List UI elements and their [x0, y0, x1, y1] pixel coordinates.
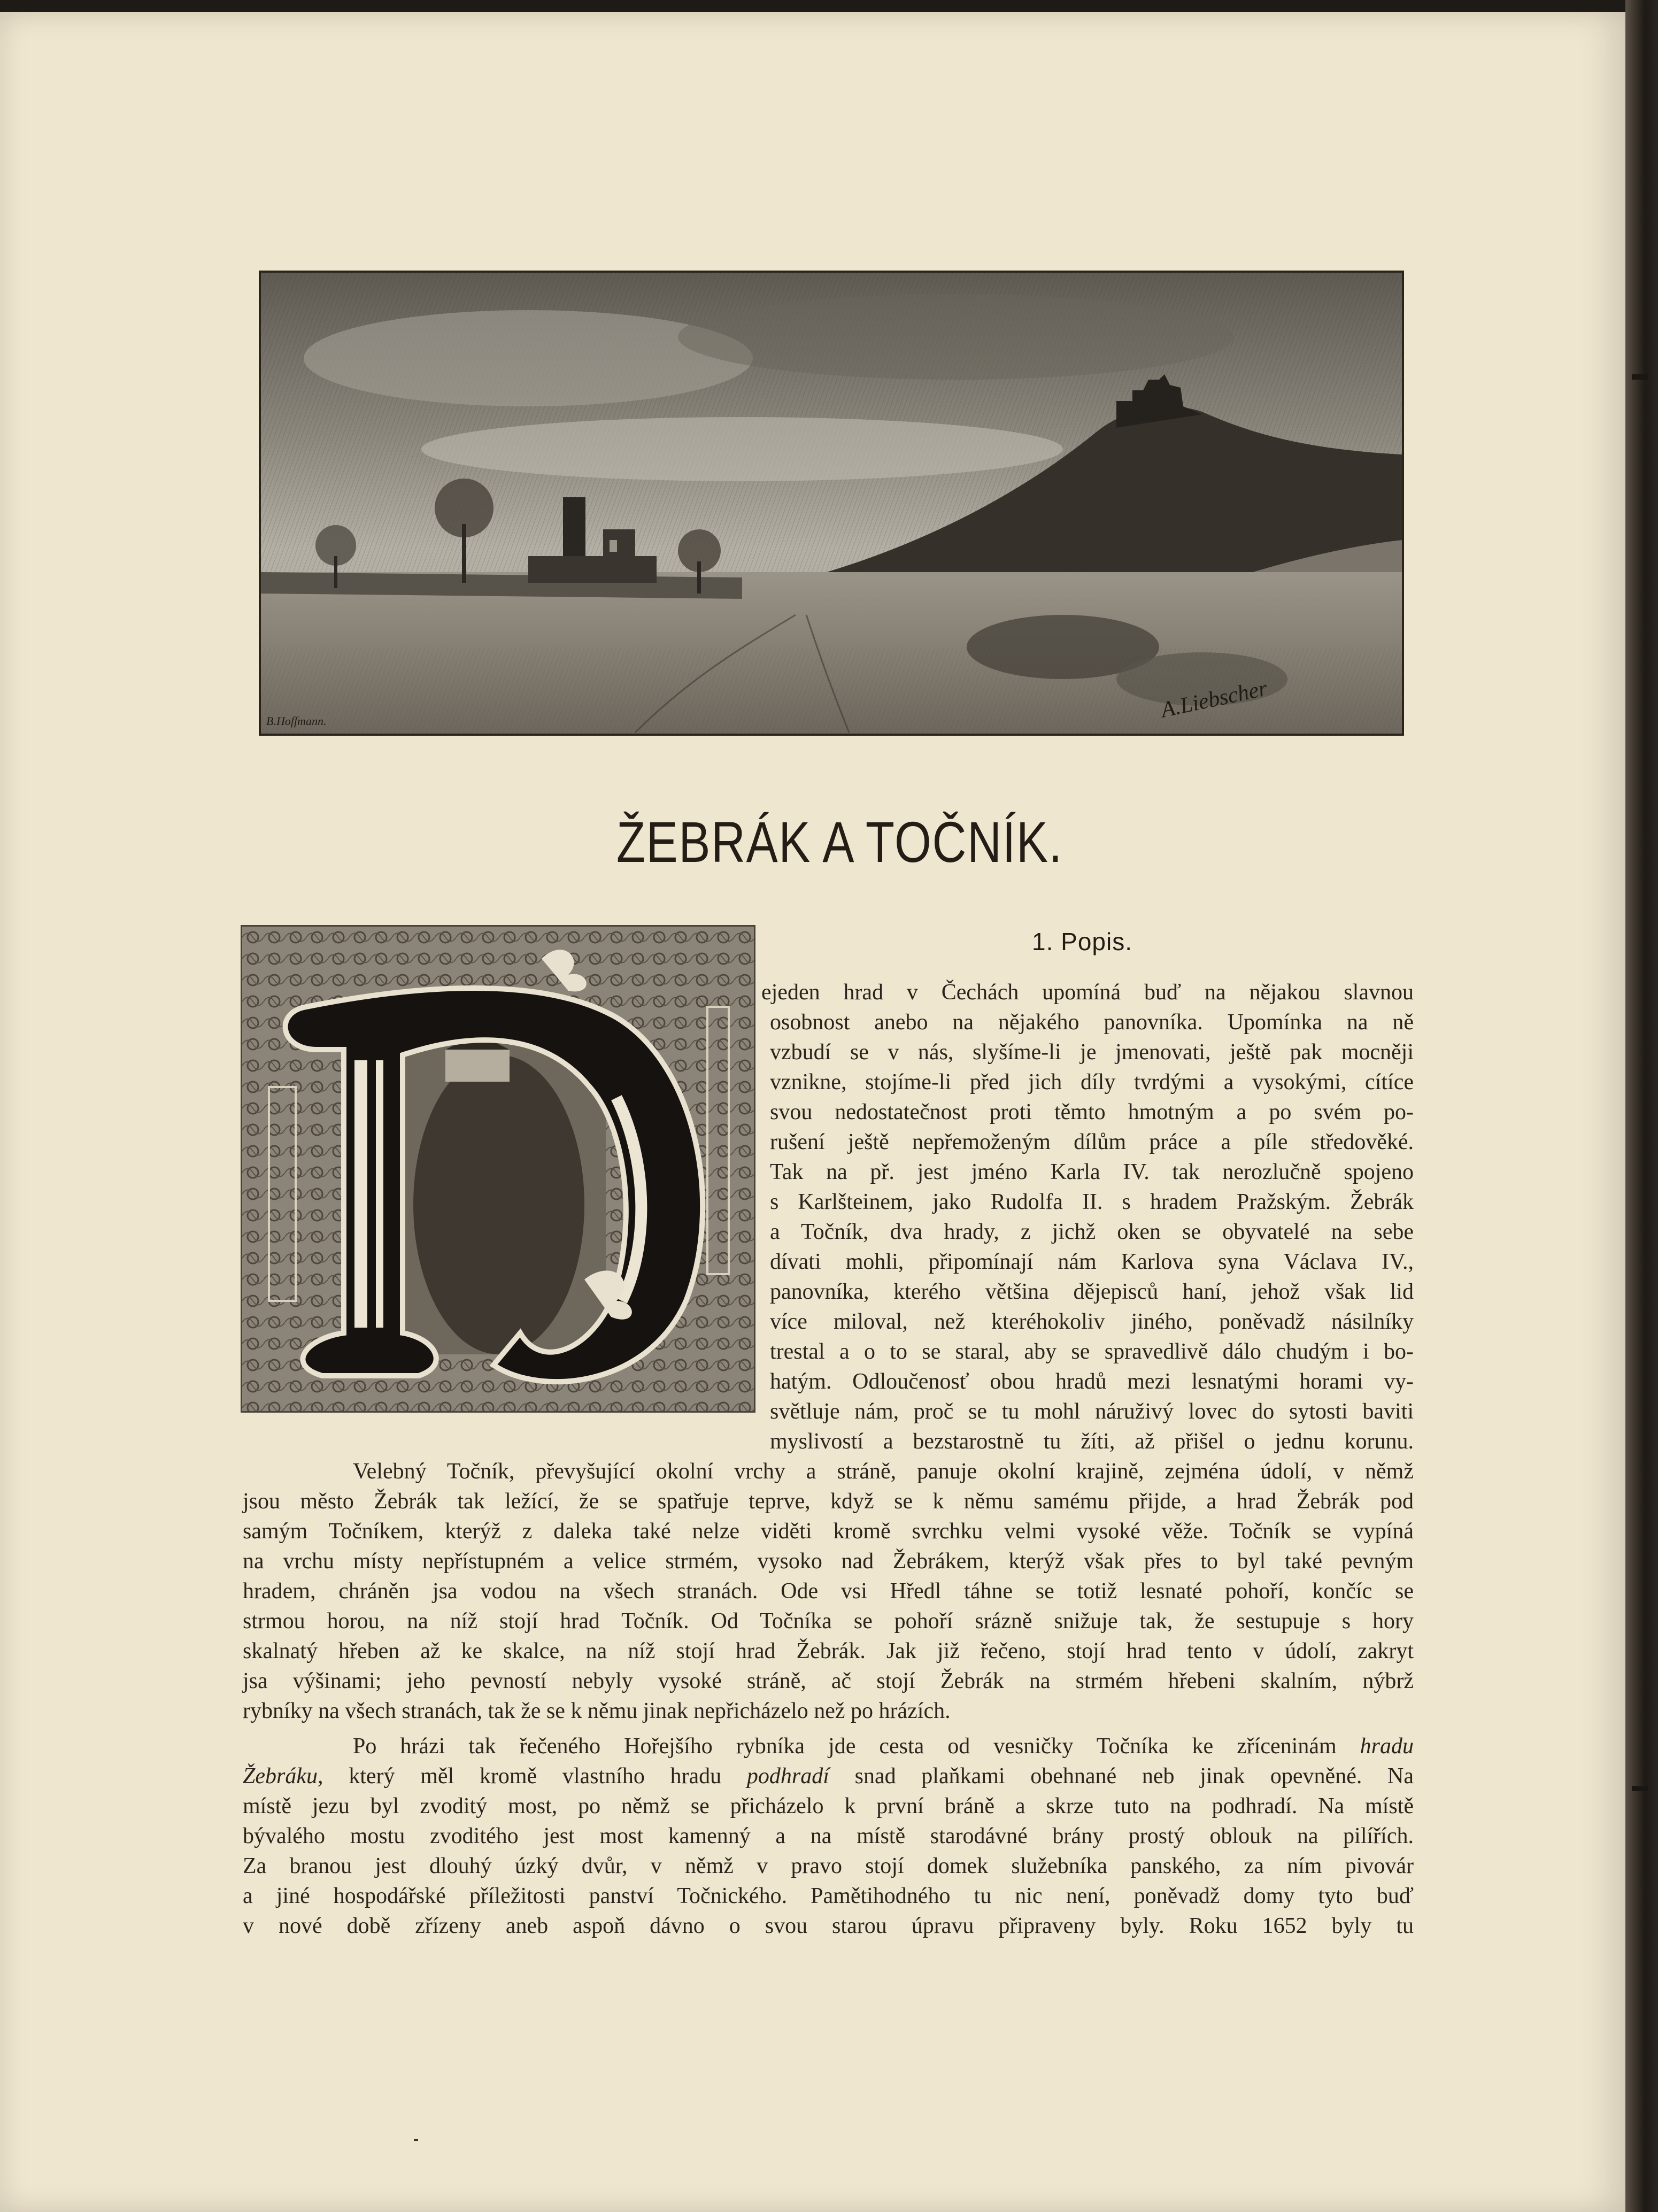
text-span: snad plaňkami obehnané neb jinak opevněné. Na	[854, 1764, 1414, 1789]
section-heading: 1. Popis.	[1032, 928, 1132, 955]
text-line: panovníka, kterého většina dějepisců haní, jehož však lid	[770, 1280, 1414, 1304]
text-line: světluje nám, proč se tu mohl náruživý lovec do sytosti baviti	[770, 1399, 1414, 1424]
initial-letter-art	[242, 927, 754, 1411]
text-span: Po hrázi tak řečeného Hořejšího rybníka jde cesta od vesničky Točníka ke zříceninám	[353, 1734, 1337, 1759]
text-line: s Karlšteinem, jako Rudolfa II. s hradem Pražským. Žebrák	[770, 1190, 1414, 1214]
text-line: Za branou jest dlouhý úzký dvůr, v němž v pravo stojí domek služebníka panského, za ním pivovár	[243, 1854, 1414, 1878]
text-line: rušení ještě nepřemoženým dílům práce a píle středověké.	[770, 1130, 1414, 1154]
text-span: který měl kromě vlastního hradu	[349, 1764, 722, 1789]
text-line: bývalého mostu zvoditého jest most kamenný a na místě starodávné brány prostý oblouk na pilířích.	[243, 1824, 1414, 1848]
binding-mark	[1632, 1786, 1648, 1791]
italic-term: hradu	[1360, 1734, 1414, 1759]
italic-term: podhradí	[746, 1764, 829, 1789]
text-line: v nové době zřízeny aneb aspoň dávno o svou starou úpravu připraveny byly. Roku 1652 byly tu	[243, 1914, 1414, 1938]
italic-term: Žebráku,	[243, 1764, 323, 1789]
text-line: rybníky na všech stranách, tak že se k němu jinak nepřicházelo než po hrázích.	[243, 1699, 951, 1723]
text-line: a Točník, dva hrady, z jichž oken se obyvatelé na sebe	[770, 1220, 1414, 1244]
text-line: vznikne, stojíme-li před jich díly tvrdými a vysokými, cítíce	[770, 1070, 1414, 1095]
text-line: hradem, chráněn jsa vodou na všech stranách. Ode vsi Hředl táhne se totiž lesnaté pohoří, končíc se	[243, 1579, 1414, 1604]
text-line: skalnatý hřeben až ke skalce, na níž stojí hrad Žebrák. Jak již řečeno, stojí hrad tento v údolí, zakryt	[243, 1639, 1414, 1663]
text-line	[353, 1731, 1414, 1761]
engraver-signature-left: B.Hoffmann.	[266, 714, 327, 728]
text-line: svou nedostatečnost proti těmto hmotným a po svém po-	[770, 1100, 1414, 1124]
binding-mark	[1632, 374, 1648, 380]
text-line: jsa výšinami; jeho pevností nebyly vysoké stráně, ač stojí Žebrák na strmém hřebeni skalním, nýbrž	[243, 1669, 1414, 1693]
text-line: samým Točníkem, kterýž z daleka také nelze viděti kromě svrchku velmi vysoké věže. Točník se vypíná	[243, 1519, 1414, 1544]
page-speck	[414, 2139, 418, 2141]
text-line: osobnost anebo na nějakého panovníka. Upomínka na ně	[770, 1010, 1414, 1035]
artist-signature-right: A.Liebscher	[1159, 676, 1270, 723]
engraving-image	[261, 273, 1402, 734]
text-line: místě jezu byl zvoditý most, po němž se přicházelo k první bráně a skrze tuto na podhradí. Na místě	[243, 1794, 1414, 1818]
castle-landscape-engraving	[259, 271, 1404, 736]
text-line: dívati mohli, připomínají nám Karlova syna Václava IV.,	[770, 1250, 1414, 1274]
text-line: a jiné hospodářské příležitosti panství Točnického. Pamětihodného tu nic není, poněvadž domy tyto buď	[243, 1884, 1414, 1908]
decorated-initial-n	[241, 925, 755, 1413]
text-line: hatým. Odloučenosť obou hradů mezi lesnatými horami vy-	[770, 1369, 1414, 1394]
text-line	[243, 1761, 1414, 1791]
text-line: jsou město Žebrák tak ležící, že se spatřuje teprve, když se k němu samému přijde, a hrad Žebrák pod	[243, 1489, 1414, 1514]
text-line: vzbudí se v nás, slyšíme-li je jmenovati, ještě pak mocněji	[770, 1040, 1414, 1065]
text-line: trestal a o to se staral, aby se spravedlivě dálo chudým i bo-	[770, 1339, 1414, 1364]
text-line: Tak na př. jest jméno Karla IV. tak nerozlučně spojeno	[770, 1160, 1414, 1184]
text-line: Velebný Točník, převyšující okolní vrchy a stráně, panuje okolní krajině, zejména údolí, v němž	[353, 1459, 1414, 1484]
text-line: ejeden hrad v Čechách upomíná buď na nějakou slavnou	[761, 980, 1414, 1005]
text-line: strmou horou, na níž stojí hrad Točník. Od Točníka se pohoří srázně snižuje tak, že sestupuje s hory	[243, 1609, 1414, 1633]
book-page	[0, 12, 1625, 2212]
scan-top-edge	[0, 0, 1658, 12]
text-line: na vrchu místy nepřístupném a velice strmém, vysoko nad Žebrákem, kterýž však přes to byl také pevným	[243, 1549, 1414, 1574]
page-binding-edge	[1625, 0, 1658, 2212]
page-title: ŽEBRÁK A TOČNÍK.	[616, 810, 1063, 874]
text-line: více miloval, než kteréhokoliv jiného, poněvadž násilníky	[770, 1309, 1414, 1334]
text-line: myslivostí a bezstarostně tu žíti, až přišel o jednu korunu.	[770, 1429, 1414, 1454]
